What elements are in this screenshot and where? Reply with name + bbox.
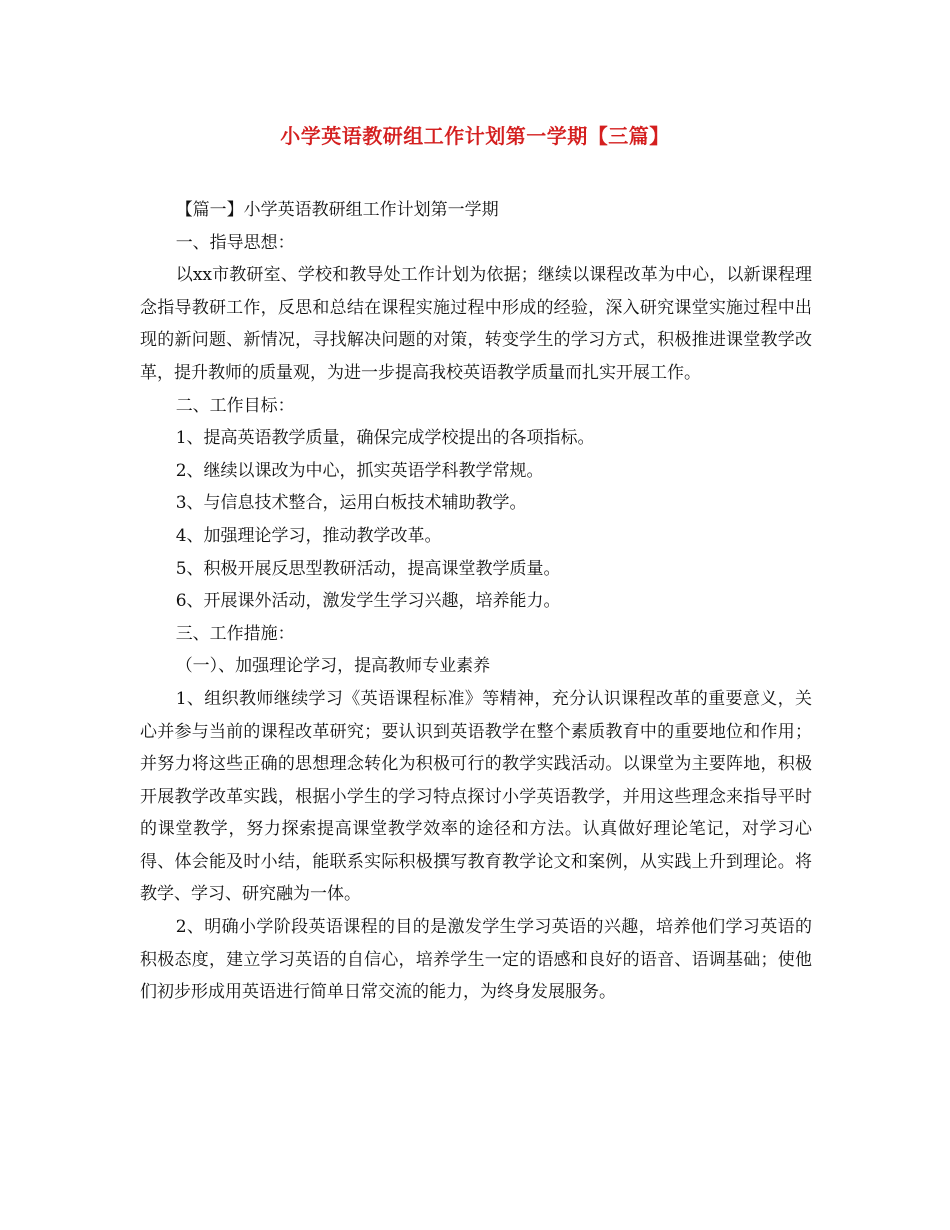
paragraph-guiding-ideology: 以xx市教研室、学校和教导处工作计划为依据；继续以课程改革为中心，以新课程理念指导教研工作，反思和总结在课程实施过程中形成的经验，深入研究课堂实施过程中出现的新问题、新情况，寻找解决问题的对策，转变学生的学习方式，积极推进课堂教学改革，提升教师的质量观，为进一步提高我校英语教学质量而扎实开展工作。 bbox=[140, 265, 812, 383]
heading-guiding-ideology: 一、指导思想： bbox=[175, 232, 295, 253]
document-body bbox=[140, 194, 812, 1009]
paragraph-measure-1: 1、组织教师继续学习《英语课程标准》等精神，充分认识课程改革的重要意义，关心并参与当前的课程改革研究；要认识到英语教学在整个素质教育中的重要地位和作用；并努力将这些正确的思想理念转化为积极可行的教学实践活动。以课堂为主要阵地，积极开展教学改革实践，根据小学生的学习特点探讨小学英语教学，并用这些理念来指导平时的课堂教学，努力探索提高课堂教学效率的途径和方法。认真做好理论笔记，对学习心得、体会能及时小结，能联系实际积极撰写教育教学论文和案例，从实践上升到理论。将教学、学习、研究融为一体。 bbox=[140, 688, 812, 905]
goal-item-5: 5、积极开展反思型教研活动，提高课堂教学质量。 bbox=[175, 558, 561, 579]
goal-item-1: 1、提高英语教学质量，确保完成学校提出的各项指标。 bbox=[175, 428, 595, 449]
goal-item-4: 4、加强理论学习，推动教学改革。 bbox=[175, 525, 442, 546]
goal-item-3: 3、与信息技术整合，运用白板技术辅助教学。 bbox=[175, 493, 527, 514]
goal-item-2: 2、继续以课改为中心，抓实英语学科教学常规。 bbox=[175, 460, 544, 481]
heading-work-goals: 二、工作目标： bbox=[175, 395, 295, 416]
paragraph-measure-2: 2、明确小学阶段英语课程的目的是激发学生学习英语的兴趣，培养他们学习英语的积极态度，建立学习英语的自信心，培养学生一定的语感和良好的语音、语调基础；使他们初步形成用英语进行简单日常交流的能力，为终身发展服务。 bbox=[140, 917, 812, 1003]
goal-item-6: 6、开展课外活动，激发学生学习兴趣，培养能力。 bbox=[175, 591, 561, 612]
subheading-theory-study: （一）、加强理论学习，提高教师专业素养 bbox=[175, 656, 491, 677]
document-title: 小学英语教研组工作计划第一学期【三篇】 bbox=[280, 124, 670, 148]
heading-work-measures: 三、工作措施： bbox=[175, 623, 295, 644]
section-heading-part-one: 【篇一】小学英语教研组工作计划第一学期 bbox=[175, 200, 499, 220]
